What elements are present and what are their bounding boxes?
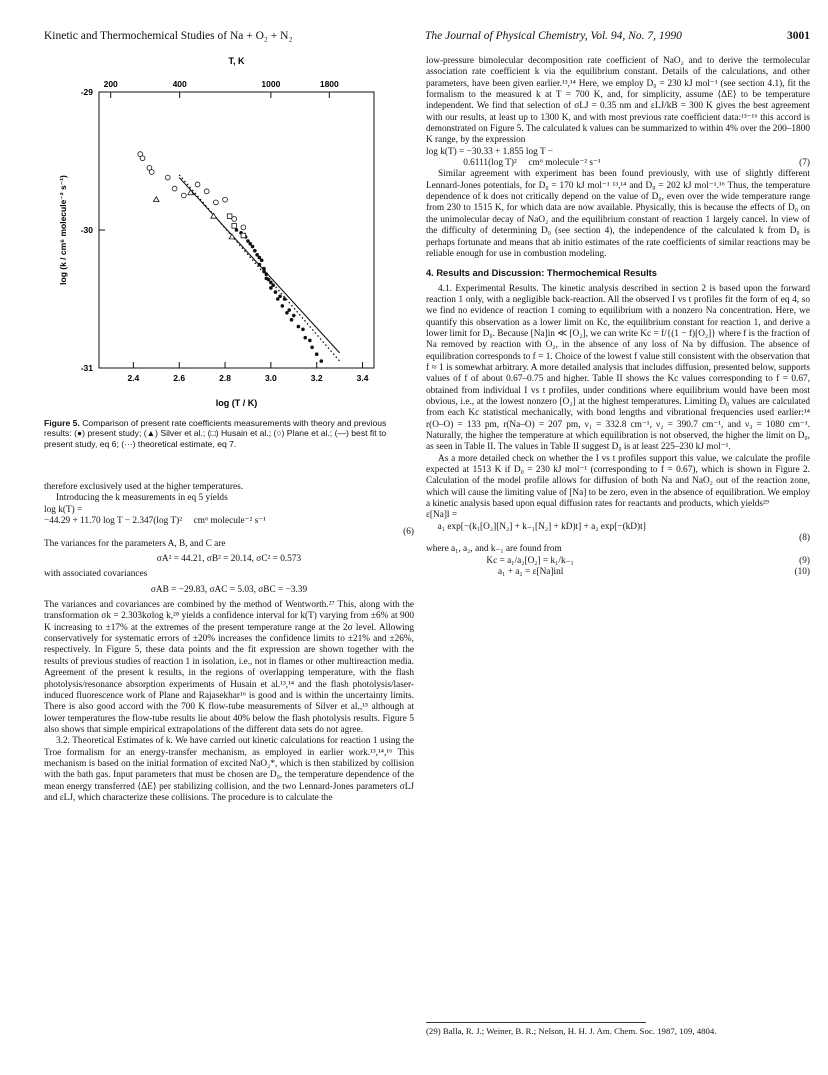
x-tick-label: 3.0 (264, 373, 277, 383)
present-study-point (251, 245, 255, 249)
silver-point (229, 234, 235, 239)
plane-point (223, 197, 228, 202)
top-tick-label: 1000 (261, 79, 281, 89)
equation-number: (7) (799, 158, 810, 169)
equation-number: (10) (794, 567, 810, 578)
journal-citation: The Journal of Physical Chemistry, Vol. 94, No. 7, 1990 (425, 30, 682, 42)
y-axis-label: log (k / cm⁶ molecule⁻² s⁻¹) (58, 175, 68, 285)
present-study-point (246, 239, 250, 243)
left-column-equation: σA² = 44.21, σB² = 20.14, σC² = 0.573 (156, 554, 302, 565)
present-study-point (255, 253, 259, 257)
equation-text: 0.6111(log T)² cm⁶ molecule⁻² s⁻¹ (426, 158, 601, 169)
left-column-equation-line (44, 527, 414, 538)
present-study-point (274, 290, 278, 294)
present-study-point (260, 259, 264, 263)
right-column-equation-line (426, 556, 810, 567)
footnote-rule (426, 1022, 646, 1023)
running-header-right (425, 30, 810, 42)
paragraph: 4.1. Experimental Results. The kinetic analysis described in section 2 is based upon the forward reaction 1 only, with a negligible back-reaction. All the observed I vs t profiles fit the form of eq 4, so we find no evidence of reaction 1 coming to equilibrium with a nonzero Na concentration. Here, we quantify this observation as a lower limit on Kc, the equilibrium constant for reaction 1, and derive a lower limit for D₀. Because [Na]in ≪ [O₂], we can write Kc = f/{(1 − f)[O₂]} where f is the fraction of Na removed by reaction with O₂, in the absence of any loss of Na by diffusion. The absence of equilibration corresponds to f = 1. Choice of the lowest f value still consistent with the observation that f ≈ 1 is somewhat arbitrary. A more detailed analysis that includes diffusion, presented below, supports values of f of about 0.67–0.75 and higher. Table II shows the Kc values corresponding to f = 0.67, obtained from individual I vs t profiles, under conditions where equilibrium would have been most obvious, i.e., at the lowest nonzero [O₂] at the highest temperatures. Limiting D₀ values are calculated from each Kc statistical mechanically, with bond lengths and vibrational frequencies used earlier:¹⁴ r(O–O) = 133 pm, r(Na–O) = 207 pm, ν₁ = 332.8 cm⁻¹, ν₂ = 390.7 cm⁻¹, and ν₃ = 1080 cm⁻¹. Naturally, the higher the temperature at which equilibration is not observed, the higher the limit on D₀, as seen in Table II. The values in Table II suggest D₀ is at least 225–230 kJ mol⁻¹. (426, 283, 810, 453)
top-tick-label: 400 (172, 79, 187, 89)
present-study-point (308, 339, 312, 343)
silver-point (211, 213, 217, 218)
top-tick-label: 200 (103, 79, 118, 89)
husain-point (232, 224, 237, 229)
paragraph: The variances and covariances are combined by the method of Wentworth.²⁷ This, along with the transformation σk = 2.303kσlog k,²⁸ yields a confidence interval for k(T) varying from ±6% at 900 K increasing to ±17% at the extremes of the present temperature range at the 2σ level. Allowing conservatively for systematic errors of ±20% increases the confidence limits to ±21% and ±26%, respectively. In Figure 5, these data points and the fit expression are shown together with the results of previous studies of reaction 1 in isolation, i.e., not in flames or other multireaction media. Agreement of the present k results, in the regions of overlapping temperature, with the flash photolysis/resonance absorption experiments of Husain et al.¹³,¹⁴ and the flash photolysis/laser-induced fluorescence work of Plane and Rajasekhar¹⁶ is good and is within the uncertainty limits. There is also good accord with the 700 K flow-tube measurements of Silver et al.,¹⁵ although at lower temperatures the flow-tube results lie about 40% below the flash photolysis results. Figure 5 also shows that simple empirical extrapolations of the different data sets do not agree. (44, 600, 414, 735)
present-study-point (319, 359, 323, 363)
present-study-point (235, 228, 239, 232)
paragraph: therefore exclusively used at the higher temperatures. (44, 482, 244, 492)
plane-point (195, 182, 200, 187)
present-study-point (297, 325, 301, 329)
present-study-point (269, 281, 273, 285)
paragraph: The variances for the parameters A, B, and C are (44, 538, 226, 549)
y-tick-label: -30 (80, 225, 93, 235)
plane-point (165, 175, 170, 180)
plane-point (149, 170, 154, 175)
top-axis-title: T, K (228, 56, 245, 66)
left-column-equation-line (44, 516, 414, 527)
plane-point (232, 217, 237, 222)
present-study-point (287, 308, 291, 312)
present-study-point (290, 318, 294, 322)
paragraph: Introducing the k measurements in eq 5 yields (56, 493, 228, 504)
present-study-point (292, 314, 296, 318)
husain-point (227, 214, 232, 219)
present-study-point (253, 249, 257, 253)
equation-text: log k(T) = (44, 504, 83, 515)
right-column-equation-line (426, 522, 810, 533)
paragraph: with associated covariances (44, 569, 148, 580)
equation-number: (6) (403, 527, 414, 538)
footnote-29: (29) Balla, R. J.; Weiner, B. R.; Nelson, H. H. J. Am. Chem. Soc. 1987, 109, 4804. (426, 1026, 717, 1036)
present-study-point (285, 311, 289, 315)
theory-line (179, 175, 339, 361)
present-study-point (283, 297, 287, 301)
right-column-equation-line (426, 533, 810, 544)
top-tick-label: 1800 (319, 79, 339, 89)
silver-point (153, 197, 159, 202)
caption-text: Comparison of present rate coefficients measurements with theory and previous results: (●) present study; (▲) Silver et al.; (□) Husain et al.; (○) Plane et al.; (—) best fit to present study, eq 6; (···) theoretical estimate, eq 7. (44, 418, 387, 449)
present-study-point (281, 304, 285, 308)
section-heading: 4. Results and Discussion: Thermochemical Results (426, 268, 657, 279)
present-study-point (262, 270, 266, 274)
present-study-point (258, 263, 262, 267)
left-column-equation-line (44, 505, 414, 516)
right-column (426, 56, 810, 578)
figure-5-caption (44, 418, 414, 449)
present-study-point (278, 294, 282, 298)
equation-text: Kc = a₁/a₂[O₂] = k₁/k₋₁ (426, 555, 574, 566)
present-study-point (264, 272, 268, 276)
equation-number: (9) (799, 555, 810, 566)
figure-5 (44, 50, 414, 420)
y-tick-label: -29 (80, 87, 93, 97)
right-column-equation-line (426, 158, 810, 169)
present-study-point (301, 328, 305, 332)
present-study-point (310, 346, 314, 350)
present-study-point (315, 352, 319, 356)
right-column-equation-line (426, 567, 810, 578)
right-column-equation-line (426, 510, 810, 521)
x-axis-label: log (T / K) (215, 398, 258, 408)
figure-5-plot (44, 50, 414, 420)
husain-point (241, 233, 246, 238)
equation-text: ε[Na]l = (426, 510, 458, 521)
present-study-point (267, 278, 271, 282)
x-tick-label: 3.4 (356, 373, 369, 383)
left-column (44, 482, 414, 804)
present-study-point (303, 336, 307, 340)
equation-number: (8) (799, 533, 810, 544)
present-study-point (258, 256, 262, 260)
plane-point (172, 186, 177, 191)
x-tick-label: 2.8 (219, 373, 231, 383)
caption-label: Figure 5. (44, 418, 80, 428)
equation-text: a₁ exp[−(k₁[O₂][N₂] + k₋₁[N₂] + kD)t] + a₂ exp[−(kD)t] (426, 521, 646, 532)
plane-point (204, 189, 209, 194)
present-study-point (271, 283, 275, 287)
plane-point (213, 200, 218, 205)
paragraph: low-pressure bimolecular decomposition rate coefficient of NaO₂ and to derive the termolecular association rate coefficient k via the equilibrium constant. Details of the calculations, and other parameters, have been given earlier.¹³,¹⁴ Here, we employ D₀ = 230 kJ mol⁻¹ (see section 4.1), fit the formalism to the measured k at T = 700 K, and, for simplicity, assume ⟨ΔE⟩ to be temperature independent. We find that selection of σLJ = 0.35 nm and εLJ/kB = 300 K gives the best agreement with our results, at least up to 1300 K, and with most previous rate coefficient data:¹³⁻¹⁶ this accord is demonstrated on Figure 5. The calculated k values can be summarized to within 4% over the 200–1800 K range, by the expression (426, 56, 810, 146)
equation-text: a₁ + a₂ = ε[Na]inl (426, 567, 564, 578)
right-column-equation-line (426, 147, 810, 158)
plane-point (140, 156, 145, 161)
y-tick-label: -31 (80, 363, 93, 373)
x-tick-label: 3.2 (310, 373, 323, 383)
present-study-point (276, 297, 280, 301)
paragraph: 3.2. Theoretical Estimates of k. We have carried out kinetic calculations for reaction 1 using the Troe formalism for an energy-transfer mechanism, as employed in earlier work.¹³,¹⁴,¹⁶ This mechanism is based on the initial formation of excited NaO₂*, which is then stabilized by collision with the bath gas. Input parameters that must be chosen are D₀, the temperature dependence of the mean energy transferred ⟨ΔE⟩ per stabilizing collision, and the two Lennard-Jones parameters σLJ and εLJ, which characterize these collisions. The procedure is to calculate the (44, 736, 414, 803)
x-tick-label: 2.4 (127, 373, 140, 383)
paragraph: Similar agreement with experiment has been found previously, with use of slightly different Lennard-Jones potentials, for D₀ = 170 kJ mol⁻¹ ¹³,¹⁴ and D₀ = 202 kJ mol⁻¹.¹⁶ Thus, the temperature dependence of k does not critically depend on the value of D₀, even over the wide temperature range from 230 to 1515 K, for which data are now available. Physically, this is because the effects of D₀ on the unimolecular decay of NaO₂ and the equilibrium constant of reaction 1 largely cancel. In view of the difficulty of determining D₀ (see section 4), the independence of the calculated k from D₀ is perhaps fortunate and means that ab initio estimates of the rate coefficients of similar reactions may be reliable enough for use in combustion modeling. (426, 169, 810, 259)
plane-point (181, 193, 186, 198)
equation-text: −44.29 + 11.70 log T − 2.347(log T)² cm⁶ molecule⁻² s⁻¹ (44, 516, 266, 527)
present-study-point (248, 242, 252, 246)
left-column-equation: σAB = −29.83, σAC = 5.03, σBC = −3.39 (150, 584, 308, 595)
plane-point (241, 225, 246, 230)
x-tick-label: 2.6 (173, 373, 186, 383)
paragraph: where a₁, a₂, and k₋₁ are found from (426, 544, 562, 555)
equation-text: log k(T) = −30.33 + 1.855 log T − (426, 146, 554, 157)
page-number: 3001 (787, 30, 810, 42)
paragraph: As a more detailed check on whether the I vs t profiles support this value, we calculate the profile expected at 1513 K if D₀ = 230 kJ mol⁻¹ (corresponding to f = 0.67), which is shown in Figure 2. Calculation of the model profile allows for diffusion of both Na and NaO₂ out of the reaction zone, which will cause the limiting value of [Na] to be zero, even in the absence of equilibration. We employ a kinetic analysis based upon equal diffusion rates for reactants and products, which yields²⁹ (426, 453, 810, 510)
running-header-left: Kinetic and Thermochemical Studies of Na + O₂ + N₂ (44, 30, 293, 42)
present-study-point (269, 286, 273, 290)
